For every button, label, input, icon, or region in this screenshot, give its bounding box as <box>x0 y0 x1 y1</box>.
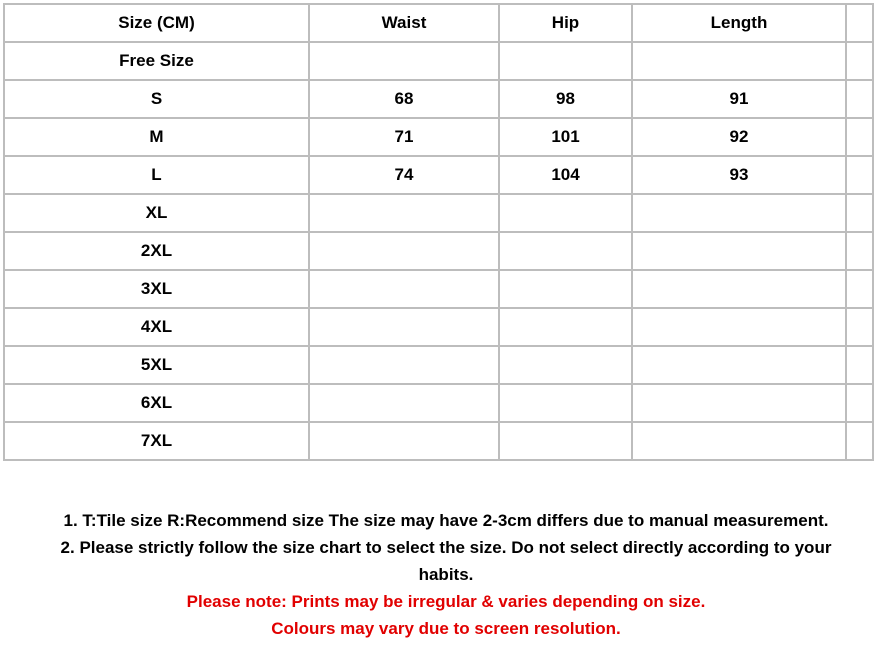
size-label-cell: S <box>4 80 309 118</box>
waist-cell: 68 <box>309 80 499 118</box>
hip-cell <box>499 422 632 460</box>
hip-cell: 101 <box>499 118 632 156</box>
waist-cell <box>309 42 499 80</box>
extra-cell <box>846 384 873 422</box>
table-row <box>4 308 873 346</box>
size-notes <box>0 507 892 642</box>
length-cell <box>632 270 846 308</box>
hip-cell <box>499 232 632 270</box>
table-header-row <box>4 4 873 42</box>
extra-cell <box>846 42 873 80</box>
note-line-measurement: 1. T:Tile size R:Recommend size The size may have 2-3cm differs due to manual measurement. <box>63 511 829 530</box>
header-cell: Length <box>632 4 846 42</box>
table-row <box>4 232 873 270</box>
length-cell: 93 <box>632 156 846 194</box>
size-label-cell: 3XL <box>4 270 309 308</box>
length-cell <box>632 194 846 232</box>
length-cell <box>632 308 846 346</box>
header-cell: Waist <box>309 4 499 42</box>
size-label-cell: 4XL <box>4 308 309 346</box>
extra-cell <box>846 346 873 384</box>
header-cell: Size (CM) <box>4 4 309 42</box>
header-cell: Hip <box>499 4 632 42</box>
table-row <box>4 422 873 460</box>
table-row <box>4 118 873 156</box>
hip-cell <box>499 42 632 80</box>
size-label-cell: 2XL <box>4 232 309 270</box>
table-row <box>4 80 873 118</box>
extra-cell <box>846 80 873 118</box>
extra-cell <box>846 270 873 308</box>
extra-cell <box>846 308 873 346</box>
size-label-cell: 5XL <box>4 346 309 384</box>
waist-cell <box>309 270 499 308</box>
table-row <box>4 156 873 194</box>
size-label-cell: XL <box>4 194 309 232</box>
table-row <box>4 346 873 384</box>
waist-cell <box>309 194 499 232</box>
size-chart-table <box>3 3 874 461</box>
extra-cell <box>846 118 873 156</box>
warning-prints: Please note: Prints may be irregular & varies depending on size. <box>186 592 706 611</box>
hip-cell <box>499 194 632 232</box>
header-cell <box>846 4 873 42</box>
hip-cell: 104 <box>499 156 632 194</box>
note-line-habits: habits. <box>418 565 474 584</box>
length-cell <box>632 384 846 422</box>
size-label-cell: Free Size <box>4 42 309 80</box>
length-cell <box>632 346 846 384</box>
table-row <box>4 42 873 80</box>
waist-cell: 71 <box>309 118 499 156</box>
extra-cell <box>846 232 873 270</box>
waist-cell <box>309 422 499 460</box>
waist-cell: 74 <box>309 156 499 194</box>
table-row <box>4 270 873 308</box>
waist-cell <box>309 308 499 346</box>
extra-cell <box>846 422 873 460</box>
hip-cell <box>499 270 632 308</box>
size-label-cell: L <box>4 156 309 194</box>
note-line-follow-chart: 2. Please strictly follow the size chart to select the size. Do not select directly according to your <box>60 538 832 557</box>
size-label-cell: 6XL <box>4 384 309 422</box>
length-cell: 91 <box>632 80 846 118</box>
size-label-cell: 7XL <box>4 422 309 460</box>
hip-cell <box>499 308 632 346</box>
length-cell <box>632 42 846 80</box>
table-row <box>4 194 873 232</box>
hip-cell: 98 <box>499 80 632 118</box>
waist-cell <box>309 232 499 270</box>
length-cell <box>632 422 846 460</box>
waist-cell <box>309 384 499 422</box>
extra-cell <box>846 156 873 194</box>
table-row <box>4 384 873 422</box>
extra-cell <box>846 194 873 232</box>
hip-cell <box>499 384 632 422</box>
warning-colours: Colours may vary due to screen resolution. <box>271 619 621 638</box>
size-label-cell: M <box>4 118 309 156</box>
waist-cell <box>309 346 499 384</box>
length-cell <box>632 232 846 270</box>
hip-cell <box>499 346 632 384</box>
length-cell: 92 <box>632 118 846 156</box>
